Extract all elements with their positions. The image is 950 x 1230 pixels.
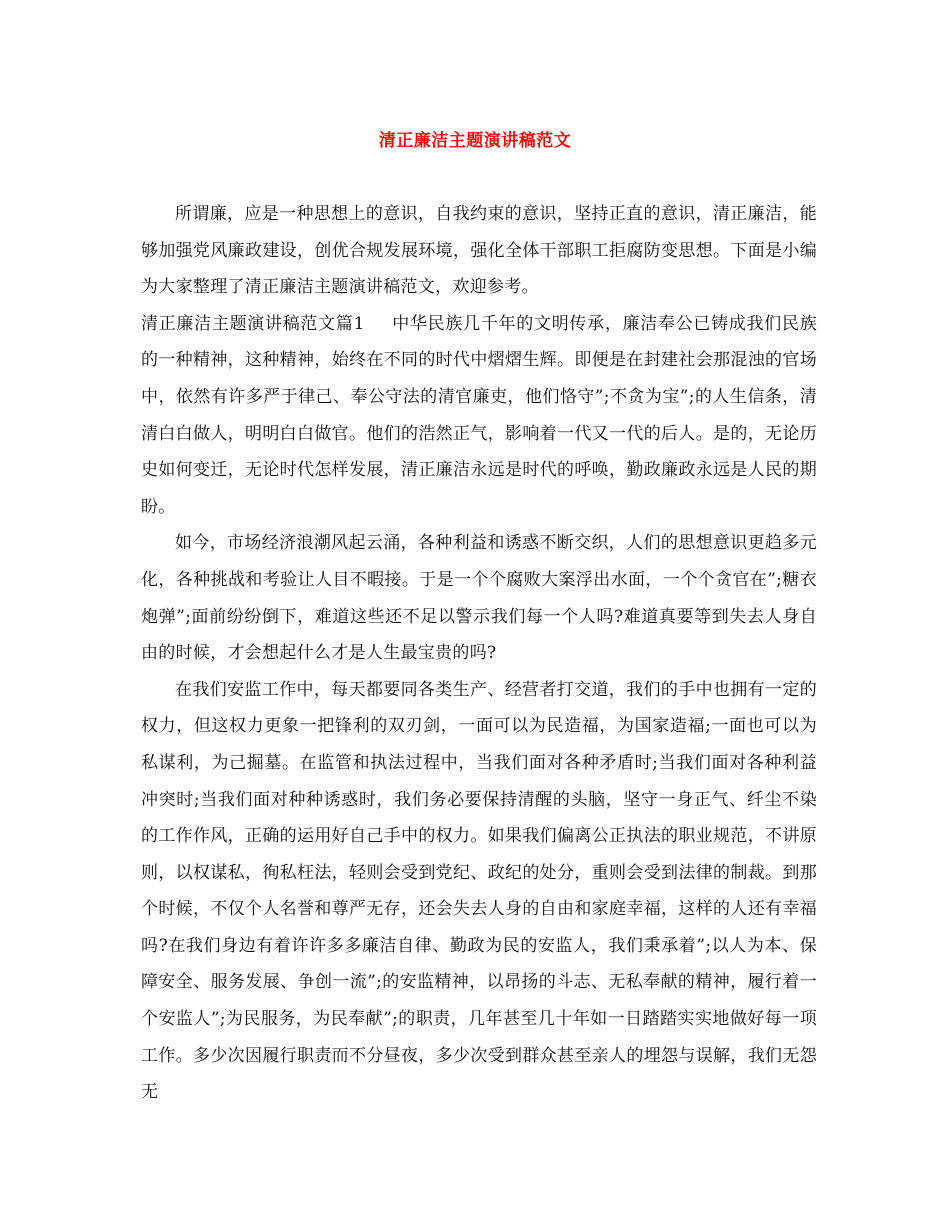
document-title: 清正廉洁主题演讲稿范文 xyxy=(378,131,572,151)
section-1-text: 中华民族几千年的文明传承，廉洁奉公已铸成我们民族的一种精神，这种精神，始终在不同的时代中熠熠生辉。即便是在封建社会那混浊的官场中，依然有许多严于律己、奉公守法的清官廉吏，他们恪守”;不贪为宝”;的人生信条，清清白白做人，明明白白做官。他们的浩然正气，影响着一代又一代的后人。是的，无论历史如何变迁，无论时代怎样发展，清正廉洁永远是时代的呼唤，勤政廉政永远是人民的期盼。 xyxy=(141,313,818,517)
document-body xyxy=(141,196,817,1111)
section-heading: 清正廉洁主题演讲稿范文篇1 xyxy=(141,313,365,334)
section-1-paragraph xyxy=(141,306,817,526)
intro-paragraph: 所谓廉，应是一种思想上的意识，自我约束的意识，坚持正直的意识，清正廉洁，能够加强党风廉政建设，创优合规发展环境，强化全体干部职工拒腐防变思想。下面是小编为大家整理了清正廉洁主题演讲稿范文，欢迎参考。 xyxy=(141,204,817,298)
paragraph-3: 在我们安监工作中，每天都要同各类生产、经营者打交道，我们的手中也拥有一定的权力，但这权力更象一把锋利的双刃剑，一面可以为民造福，为国家造福;一面也可以为私谋利，为己掘墓。在监管和执法过程中，当我们面对各种矛盾时;当我们面对各种利益冲突时;当我们面对种种诱惑时，我们务必要保持清醒的头脑，坚守一身正气、纤尘不染的工作作风，正确的运用好自己手中的权力。如果我们偏离公正执法的职业规范，不讲原则，以权谋私，徇私枉法，轻则会受到党纪、政纪的处分，重则会受到法律的制裁。到那个时候，不仅个人名誉和尊严无存，还会失去人身的自由和家庭幸福，这样的人还有幸福吗?在我们身边有着许许多多廉洁自律、勤政为民的安监人，我们秉承着”;以人为本、保障安全、服务发展、争创一流”;的安监精神，以昂扬的斗志、无私奉献的精神，履行着一个安监人”;为民服务，为民奉献”;的职责，几年甚至几十年如一日踏踏实实地做好每一项工作。多少次因履行职责而不分昼夜，多少次受到群众甚至亲人的埋怨与误解，我们无怨无 xyxy=(141,679,817,1103)
paragraph-2: 如今，市场经济浪潮风起云涌，各种利益和诱惑不断交织，人们的思想意识更趋多元化，各种挑战和考验让人目不暇接。于是一个个腐败大案浮出水面，一个个贪官在”;糖衣炮弹”;面前纷纷倒下，难道这些还不足以警示我们每一个人吗?难道真要等到失去人身自由的时候，才会想起什么才是人生最宝贵的吗? xyxy=(141,533,817,664)
